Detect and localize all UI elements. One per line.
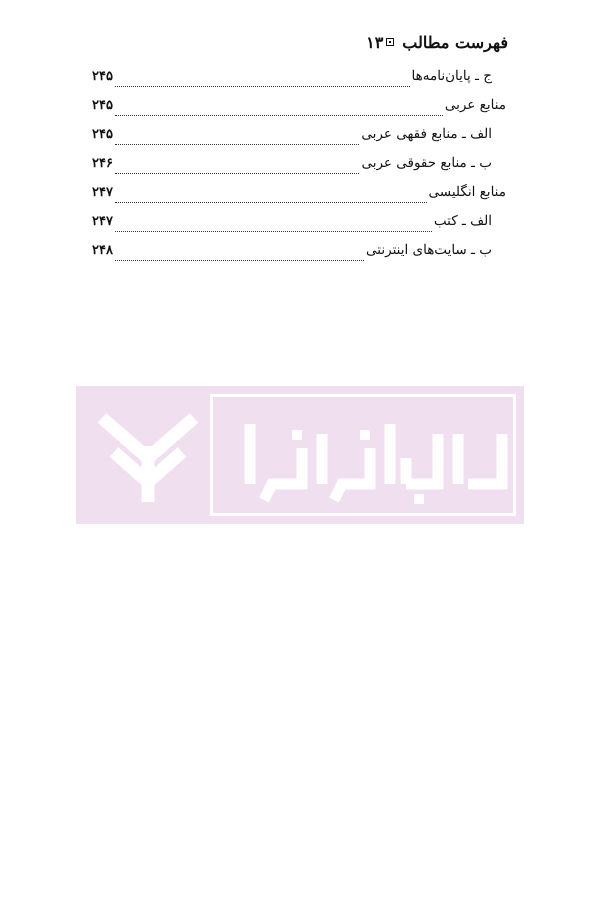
- toc-entry-label: الف ـ کتب: [433, 213, 492, 229]
- toc-entry-label: ب ـ منابع حقوقی عربی: [361, 155, 492, 171]
- header-page-number: [366, 33, 394, 52]
- toc-entry-label: منابع عربی: [444, 97, 506, 113]
- toc-entry: [92, 155, 506, 184]
- toc-leader-dots: [115, 144, 359, 145]
- toc-entry: [92, 68, 506, 97]
- toc-entry-page: ۲۴۵: [92, 127, 113, 142]
- toc-entry-page: ۲۴۸: [92, 243, 113, 258]
- toc-leader-dots: [115, 115, 443, 116]
- table-of-contents: [92, 68, 506, 271]
- toc-entry-page: ۲۴۵: [92, 98, 113, 113]
- toc-entry: [92, 184, 506, 213]
- toc-entry-label: الف ـ منابع فقهی عربی: [361, 126, 492, 142]
- toc-entry-page: ۲۴۷: [92, 214, 113, 229]
- toc-entry-label: ج ـ پایان‌نامه‌ها: [411, 68, 492, 84]
- toc-leader-dots: [115, 231, 432, 232]
- page-number-value: ۱۳: [366, 32, 384, 52]
- running-header: [92, 29, 508, 55]
- toc-entry: [92, 213, 506, 242]
- toc-leader-dots: [115, 260, 364, 261]
- toc-entry-page: ۲۴۵: [92, 69, 113, 84]
- toc-entry-label: منابع انگلیسی: [428, 184, 506, 200]
- toc-leader-dots: [115, 202, 427, 203]
- toc-leader-dots: [115, 173, 359, 174]
- toc-entry-page: ۲۴۶: [92, 156, 113, 171]
- toc-entry: [92, 97, 506, 126]
- toc-leader-dots: [115, 86, 410, 87]
- watermark: [76, 386, 524, 524]
- header-title: فهرست مطالب: [402, 32, 508, 52]
- toc-entry: [92, 126, 506, 155]
- toc-entry-label: ب ـ سایت‌های اینترنتی: [366, 242, 492, 258]
- toc-entry-page: ۲۴۷: [92, 185, 113, 200]
- watermark-wordmark-icon: [210, 394, 516, 516]
- toc-entry: [92, 242, 506, 271]
- watermark-logo-icon: [92, 402, 204, 508]
- square-bullet-icon: [386, 38, 394, 46]
